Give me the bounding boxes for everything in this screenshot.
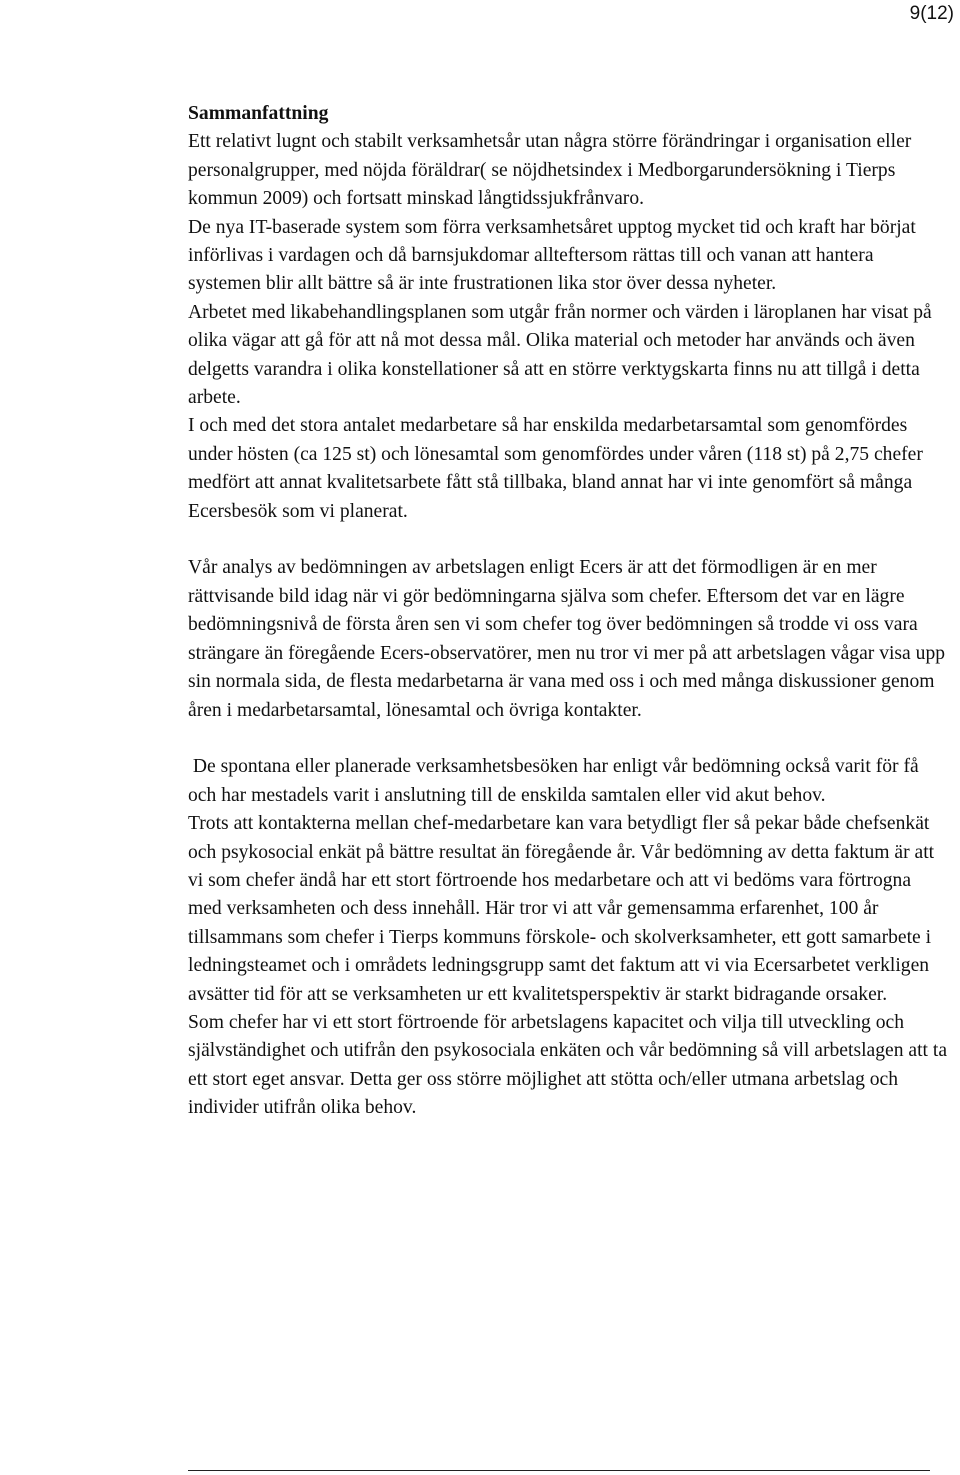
paragraph-spacer [188,725,948,753]
page-number: 9(12) [909,3,954,24]
paragraph-equality-plan: Arbetet med likabehandlingsplanen som utgår från normer och värden i läroplanen har visat på olika vägar att gå för att nå mot dessa mål. Olika material och metoder har används och även delgetts varandra i olika konstellationer så att en större verktygskarta finns nu att tillgå i detta arbete. [188,301,932,409]
document-body [188,100,948,1123]
section-heading: Sammanfattning [188,103,329,124]
footer-rule [188,1470,930,1471]
paragraph-trust: Som chefer har vi ett stort förtroende för arbetslagens kapacitet och vilja till utveckling och självständighet och utifrån den psykosociala enkäten och vår bedömning så vill arbetslagen att ta ett stort eget ansvar. Detta ger oss större möjlighet att stötta och/eller utmana arbetslag och individer utifrån olika behov. [188,1011,948,1119]
paragraph-spacer [188,526,948,554]
paragraph-surveys: Trots att kontakterna mellan chef-medarbetare kan vara betydligt fler så pekar både chefsenkät och psykosocial enkät på bättre resultat än föregående år. Vår bedömning av detta faktum är att vi som chefer ändå har ett stort förtroende hos medarbetare och att vi bedöms vara förtrogna med verksamheten och dess innehåll. Här tror vi att vår gemensamma erfarenhet, 100 år tillsammans som chefer i Tierps kommuns förskole- och skolverksamheter, ett gott samarbete i ledningsteamet och i områdets ledningsgrupp samt det faktum att vi via Ecersarbetet verkligen avsätter tid för att se verksamheten ur ett kvalitetsperspektiv är starkt bidragande orsaker. [188,813,935,1005]
paragraph-ecers-analysis: Vår analys av bedömningen av arbetslagen enligt Ecers är att det förmodligen är en mer rättvisande bild idag när vi gör bedömningarna själva som chefer. Eftersom det var en lägre bedömningsnivå de första åren sen vi som chefer tog över bedömningen så trodde vi oss vara strängare än föregående Ecers-observatörer, men nu tror vi mer på att arbetslagen vågar visa upp sin normala sida, de flesta medarbetarna är vana med oss i och med många diskussioner genom åren i medarbetarsamtal, lönesamtal och övriga kontakter. [188,557,946,721]
paragraph-intro: Ett relativt lugnt och stabilt verksamhetsår utan några större förändringar i organisation eller personalgrupper, med nöjda föräldrar( se nöjdhetsindex i Medborgarundersökning i Tierps kommun 2009) och fortsatt minskad långtidssjukfrånvaro. [188,131,912,210]
paragraph-it-systems: De nya IT-baserade system som förra verksamhetsåret upptog mycket tid och kraft har börjat införlivas i vardagen och då barnsjukdomar allteftersom rättas till och vanan att hantera systemen blir allt bättre så är inte frustrationen lika stor över dessa nyheter. [188,216,916,295]
paragraph-staff-talks: I och med det stora antalet medarbetare så har enskilda medarbetarsamtal som genomfördes under hösten (ca 125 st) och lönesamtal som genomfördes under våren (118 st) på 2,75 chefer medfört att annat kvalitetsarbete fått stå tillbaka, bland annat har vi inte genomfört så många Ecersbesök som vi planerat. [188,415,923,522]
paragraph-visits: De spontana eller planerade verksamhetsbesöken har enligt vår bedömning också varit för få och har mestadels varit i anslutning till de enskilda samtalen eller vid akut behov. [188,756,924,806]
